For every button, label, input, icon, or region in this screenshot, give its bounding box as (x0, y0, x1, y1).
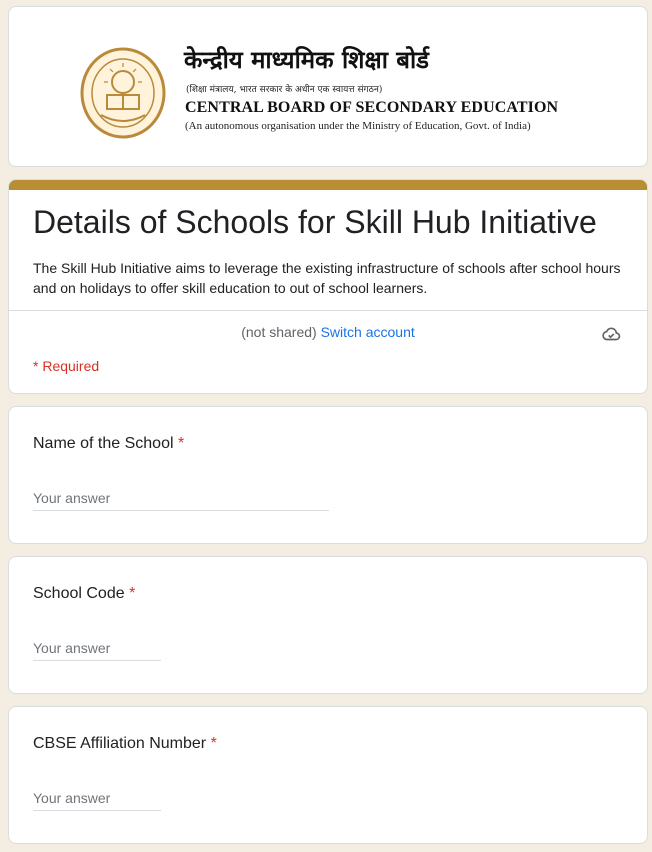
header-banner (8, 6, 648, 167)
question-text: CBSE Affiliation Number (33, 735, 207, 752)
question-card-school-name (8, 406, 648, 544)
form-description: The Skill Hub Initiative aims to leverage the existing infrastructure of schools after school hours and on holidays to offer skill education to out of school learners. (33, 260, 621, 296)
account-line (9, 324, 647, 340)
required-asterisk: * (129, 585, 136, 602)
school-code-input[interactable] (33, 635, 161, 661)
account-status: (not shared) (241, 324, 317, 340)
required-asterisk: * (177, 435, 185, 452)
cbse-emblem-icon (79, 47, 167, 139)
question-text: Name of the School (33, 435, 174, 452)
question-card-school-code (8, 556, 648, 694)
affiliation-number-input[interactable] (33, 785, 161, 811)
question-text: School Code (33, 585, 125, 602)
switch-account-link[interactable]: Switch account (320, 324, 415, 340)
required-asterisk: * (210, 735, 217, 752)
cloud-saved-icon[interactable] (600, 323, 622, 345)
title-accent-bar (9, 180, 647, 190)
form-title: Details of Schools for Skill Hub Initiative (33, 204, 597, 240)
question-label (33, 585, 135, 603)
english-board-name: CENTRAL BOARD OF SECONDARY EDUCATION (185, 99, 559, 116)
required-note: * Required (33, 358, 100, 374)
school-name-input[interactable] (33, 485, 329, 511)
hindi-board-name: केन्द्रीय माध्यमिक शिक्षा बोर्ड (184, 45, 430, 74)
question-card-affiliation-number (8, 706, 648, 844)
english-board-subtitle: (An autonomous organisation under the Ministry of Education, Govt. of India) (185, 120, 531, 132)
question-label (33, 735, 217, 753)
title-divider (9, 310, 647, 311)
hindi-board-subtitle: (शिक्षा मंत्रालय, भारत सरकार के अधीन एक स्वायत्त संगठन) (186, 85, 383, 95)
form-title-card (8, 179, 648, 394)
question-label (33, 435, 184, 453)
